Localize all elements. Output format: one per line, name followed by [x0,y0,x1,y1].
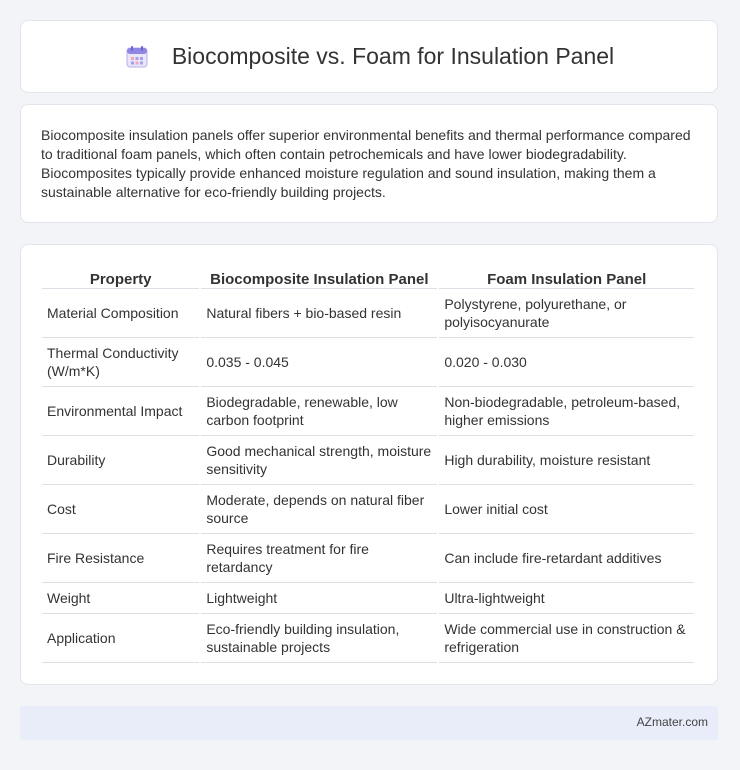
table-header-row [42,266,694,289]
table-cell: Moderate, depends on natural fiber source [201,485,437,534]
table-cell: Biodegradable, renewable, low carbon footprint [201,387,437,436]
table-cell: Requires treatment for fire retardancy [201,534,437,583]
table-cell: Eco-friendly building insulation, sustainable projects [201,614,437,663]
title-card [20,20,718,93]
table-row [42,387,694,436]
table-row [42,614,694,663]
table-cell: Wide commercial use in construction & refrigeration [439,614,694,663]
header-biocomposite: Biocomposite Insulation Panel [201,266,437,289]
header-foam: Foam Insulation Panel [439,266,694,289]
table-cell: Weight [42,583,199,614]
table-row [42,583,694,614]
intro-text: Biocomposite insulation panels offer superior environmental benefits and thermal performance compared to traditional foam panels, which often contain petrochemicals and have lower biodegradability. Biocomposites typically provide enhanced moisture regulation and sound insulation, making them a sustainable alternative for eco-friendly building projects. [41,127,691,200]
footer [20,706,718,740]
table-cell: Lightweight [201,583,437,614]
table-cell: Lower initial cost [439,485,694,534]
table-cell: Environmental Impact [42,387,199,436]
table-row [42,436,694,485]
table-cell: Good mechanical strength, moisture sensitivity [201,436,437,485]
table-cell: Application [42,614,199,663]
comparison-table [40,266,696,663]
page-title: Biocomposite vs. Foam for Insulation Panel [171,43,615,69]
table-cell: Non-biodegradable, petroleum-based, higher emissions [439,387,694,436]
table-row [42,338,694,387]
table-cell: Can include fire-retardant additives [439,534,694,583]
table-cell: Durability [42,436,199,485]
intro-card [20,104,718,223]
table-cell: Natural fibers + bio-based resin [201,289,437,338]
table-cell: High durability, moisture resistant [439,436,694,485]
table-cell: Cost [42,485,199,534]
header-property: Property [42,266,199,289]
table-cell: Thermal Conductivity (W/m*K) [42,338,199,387]
table-cell: Polystyrene, polyurethane, or polyisocyanurate [439,289,694,338]
calendar-icon [124,44,150,70]
footer-brand-link[interactable]: AZmater.com [636,715,708,729]
table-cell: Fire Resistance [42,534,199,583]
table-row [42,485,694,534]
table-row [42,289,694,338]
table-cell: Ultra-lightweight [439,583,694,614]
table-cell: 0.035 - 0.045 [201,338,437,387]
comparison-card [20,244,718,685]
table-row [42,534,694,583]
table-cell: Material Composition [42,289,199,338]
table-cell: 0.020 - 0.030 [439,338,694,387]
